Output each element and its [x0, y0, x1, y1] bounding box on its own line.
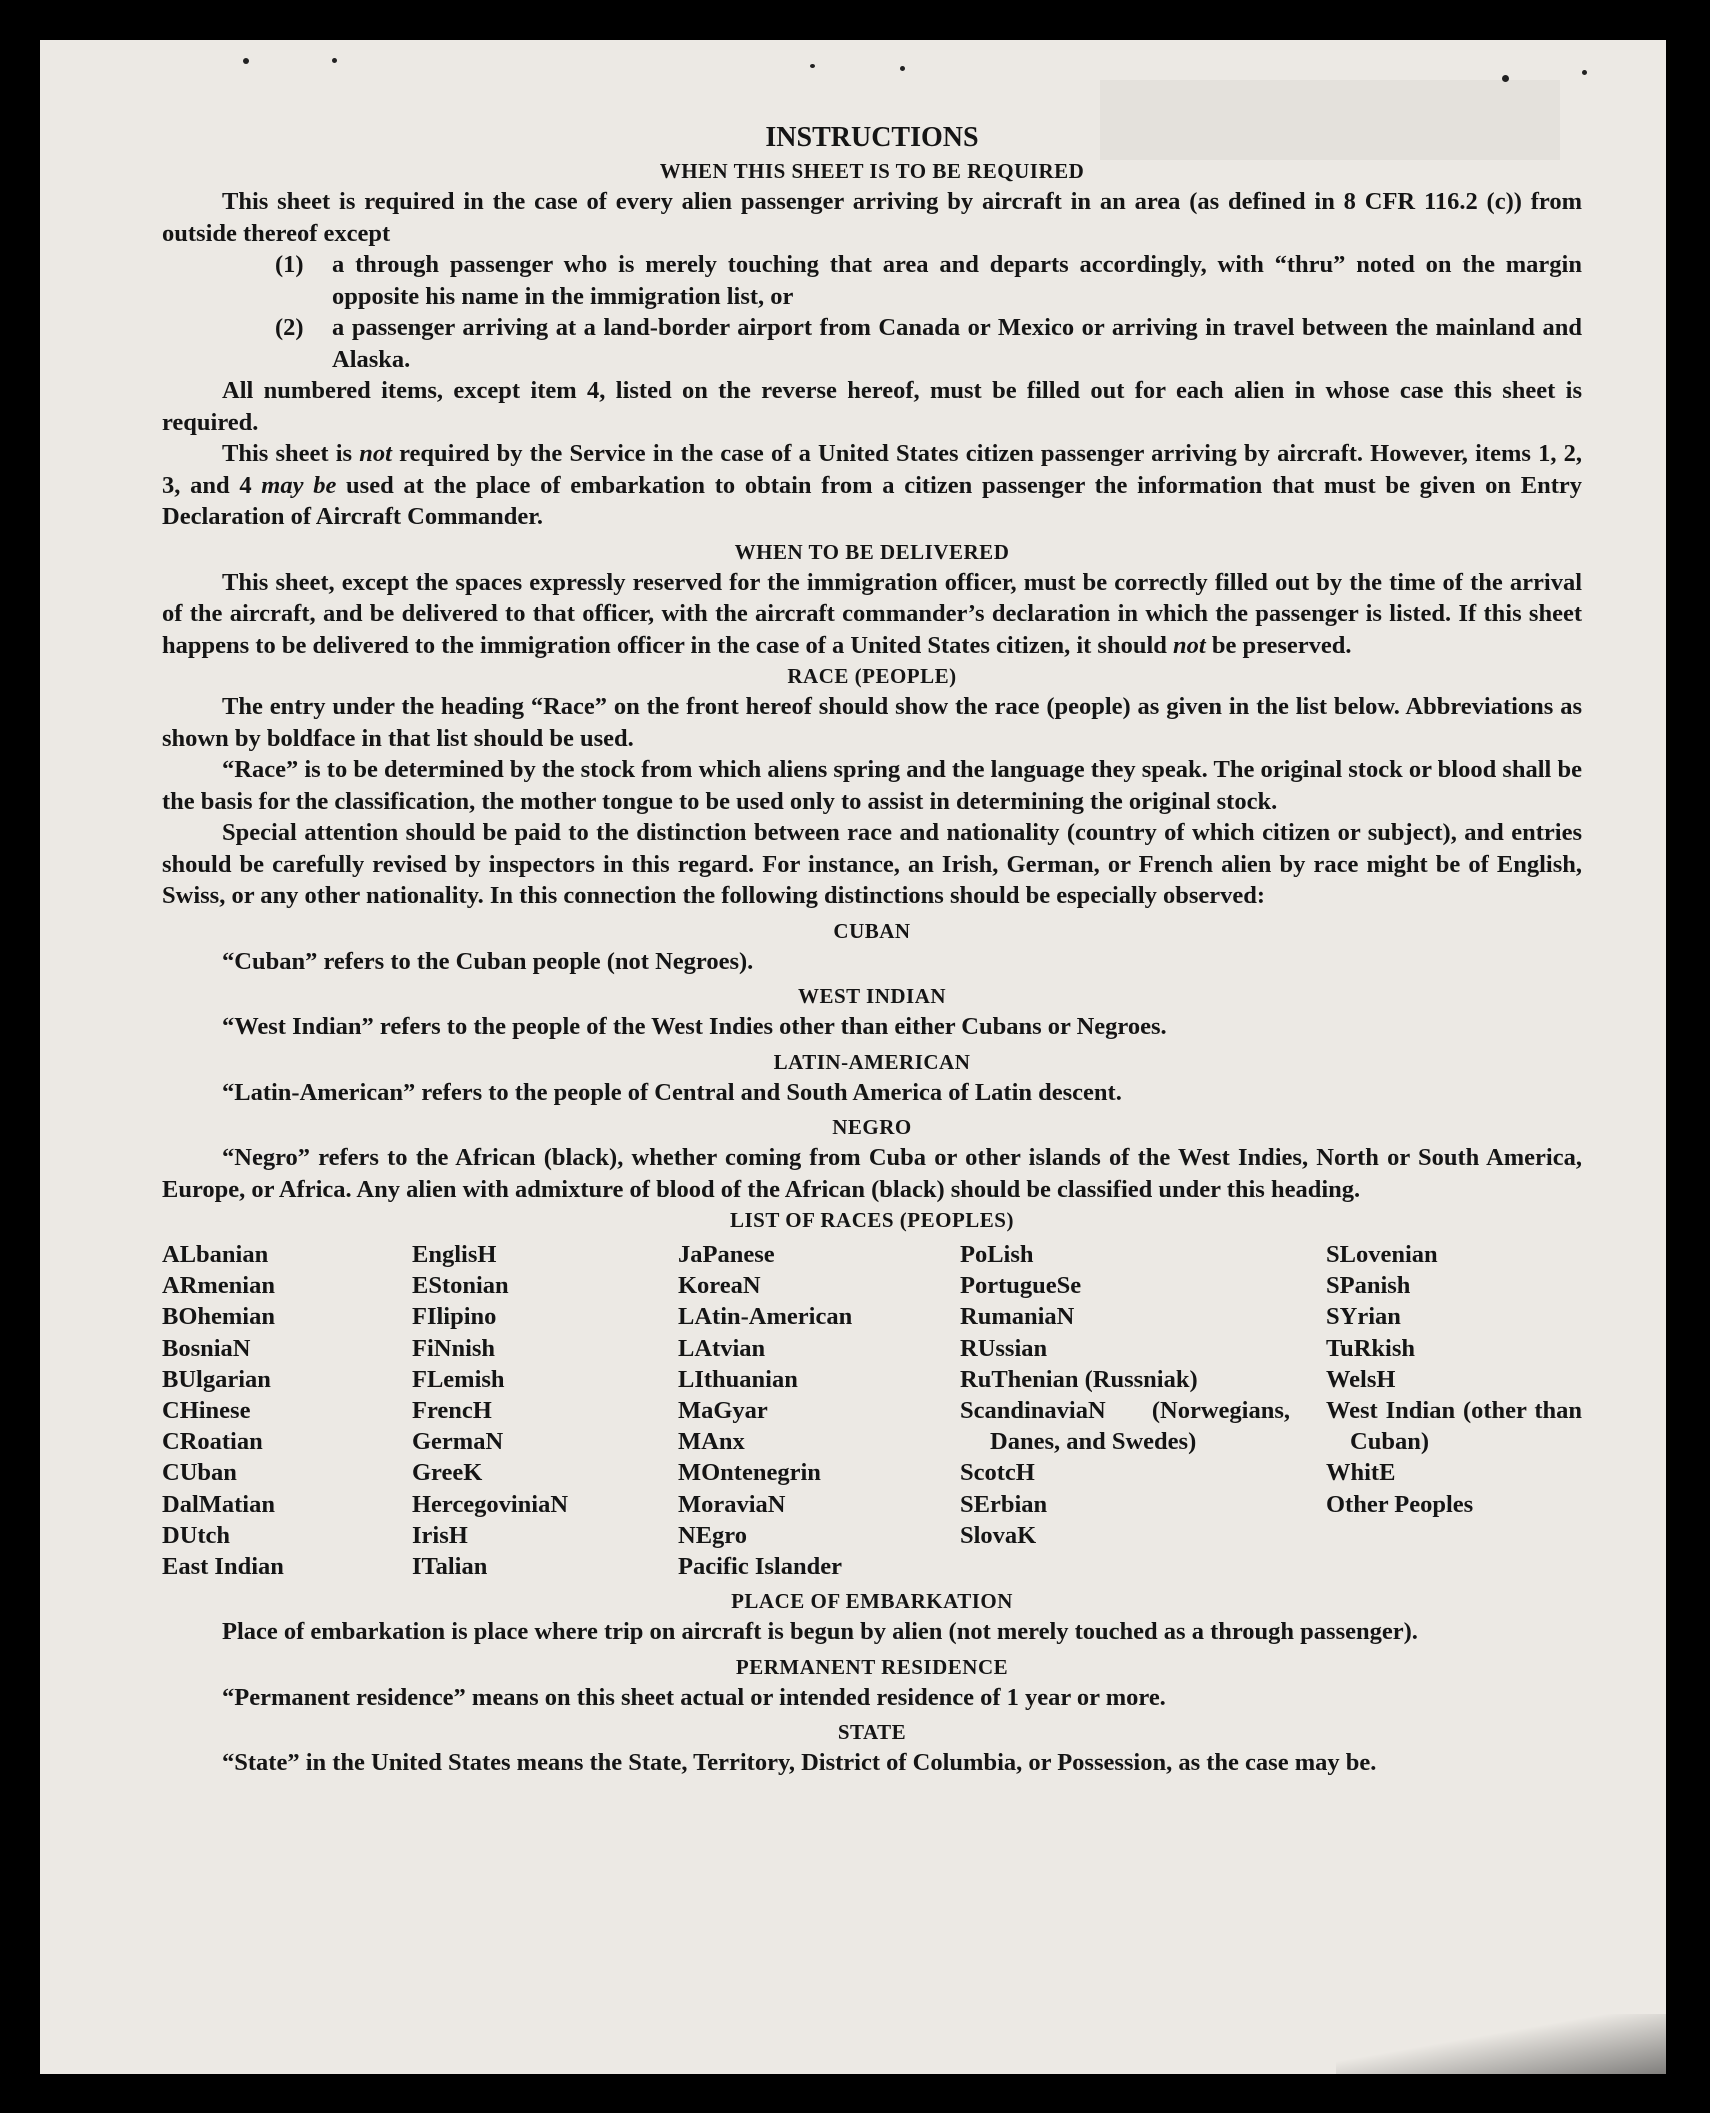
race-item: NEgro [678, 1521, 747, 1549]
heading-permanent-residence: PERMANENT RESIDENCE [735, 1654, 1009, 1679]
exception-number: (2) [275, 314, 304, 341]
race-item: ALbanian [162, 1241, 269, 1268]
race-item: ScotcH [960, 1459, 1035, 1487]
race-item: SPanish [1326, 1272, 1411, 1300]
races-column-4 [960, 1239, 1326, 1582]
race-item: KoreaN [678, 1272, 761, 1300]
race-item: Other Peoples [1326, 1490, 1474, 1518]
race-item: JaPanese [678, 1241, 775, 1268]
heading-latin-american: LATIN-AMERICAN [773, 1049, 971, 1074]
instructions-body [162, 120, 1582, 1779]
race-item: ITalian [412, 1553, 488, 1581]
paragraph-negro: “Negro” refers to the African (black), whether coming from Cuba or other islands of the West Indies, North or South America, Europe, or Africa. Any alien with admixture of blood of the African (black) should be classified under this heading. [162, 1144, 1582, 1203]
races-column-1 [162, 1239, 412, 1582]
race-item: DUtch [162, 1521, 231, 1549]
scan-speck [1582, 70, 1587, 75]
heading-negro: NEGRO [832, 1115, 912, 1139]
race-item: LAtin-American [678, 1303, 853, 1331]
race-item: EnglisH [412, 1241, 497, 1268]
race-item: MoraviaN [678, 1490, 786, 1518]
race-item: EStonian [412, 1272, 509, 1300]
heading-state: STATE [837, 1720, 907, 1745]
race-item-west-indian: West Indian (other than Cuban) [1326, 1397, 1582, 1456]
race-item: FiNnish [412, 1334, 496, 1362]
race-item: RuThenian (Russniak) [960, 1365, 1198, 1393]
race-item: WelsH [1326, 1365, 1396, 1393]
race-item-scandinavian: ScandinaviaN (Norwegians, Danes, and Swedes) [960, 1397, 1290, 1456]
scan-speck [810, 64, 815, 68]
race-item: SErbian [960, 1490, 1048, 1518]
races-column-2 [412, 1239, 678, 1582]
paragraph-delivery: This sheet, except the spaces expressly reserved for the immigration officer, must be correctly filled out by the time of the arrival of the aircraft, and be delivered to that officer, with the aircraft commander’s declaration in which the passenger is listed. If this sheet happens to be delivered to the immigration officer in the case of a United States citizen, it should not be preserved. [162, 568, 1582, 659]
race-item: LIthuanian [678, 1365, 798, 1393]
race-item: CHinese [162, 1397, 251, 1425]
heading-list-of-races: LIST OF RACES (PEOPLES) [730, 1208, 1014, 1232]
race-item: HercegoviniaN [412, 1490, 569, 1518]
race-item: IrisH [412, 1521, 468, 1549]
paragraph-permanent-residence: “Permanent residence” means on this sheet actual or intended residence of 1 year or more. [222, 1683, 1166, 1711]
race-item: GermaN [412, 1428, 504, 1456]
race-item: MaGyar [678, 1397, 768, 1425]
exception-item-2 [162, 312, 1582, 375]
paragraph-race-stock: “Race” is to be determined by the stock from which aliens spring and the language they speak. The original stock or blood shall be the basis for the classification, the mother tongue to be used only to assist in determining the original stock. [162, 756, 1582, 815]
page-curl-shadow [1336, 2014, 1666, 2074]
paragraph-race-nationality: Special attention should be paid to the distinction between race and nationality (country of which citizen or subject), and entries should be carefully revised by inspectors in this regard. For instance, an Irish, German, or French alien by race might be of English, Swiss, or any other nationality. In this connection the following distinctions should be especially observed: [162, 819, 1582, 909]
race-item: WhitE [1326, 1459, 1396, 1487]
heading-when-delivered: WHEN TO BE DELIVERED [734, 539, 1010, 564]
paragraph-latin-american: “Latin-American” refers to the people of Central and South America of Latin descent. [222, 1078, 1122, 1106]
race-item: CRoatian [162, 1428, 263, 1456]
races-column-5 [1326, 1239, 1582, 1582]
heading-west-indian: WEST INDIAN [797, 984, 947, 1008]
race-item: RUssian [960, 1334, 1048, 1362]
paragraph-state: “State” in the United States means the State, Territory, District of Columbia, or Possession, as the case may be. [222, 1749, 1377, 1777]
races-column-3 [678, 1239, 960, 1582]
race-item: ARmenian [162, 1272, 275, 1300]
race-item: LAtvian [678, 1334, 766, 1362]
race-item: GreeK [412, 1459, 483, 1487]
race-item: MOntenegrin [678, 1459, 821, 1487]
paragraph-citizen-passenger: This sheet is not required by the Service in the case of a United States citizen passenger arriving by aircraft. However, items 1, 2, 3, and 4 may be used at the place of embarkation to obtain from a citizen passenger the information that must be given on Entry Declaration of Aircraft Commander. [162, 440, 1582, 530]
heading-cuban: CUBAN [833, 918, 911, 943]
heading-embarkation: PLACE OF EMBARKATION [731, 1589, 1013, 1614]
paragraph-embarkation: Place of embarkation is place where trip on aircraft is begun by alien (not merely touched as a through passenger). [222, 1618, 1418, 1646]
race-item: FrencH [412, 1397, 492, 1425]
race-item: FIlipino [412, 1303, 497, 1331]
heading-when-required: WHEN THIS SHEET IS TO BE REQUIRED [659, 159, 1085, 183]
paragraph-cuban: “Cuban” refers to the Cuban people (not Negroes). [222, 947, 754, 975]
paragraph-west-indian: “West Indian” refers to the people of the West Indies other than either Cubans or Negroes. [222, 1013, 1167, 1040]
heading-race: RACE (PEOPLE) [787, 664, 957, 688]
race-item: East Indian [162, 1553, 284, 1581]
scan-speck [1502, 75, 1509, 82]
race-item: TuRkish [1326, 1334, 1416, 1362]
race-item: SlovaK [960, 1521, 1037, 1549]
exception-text: a through passenger who is merely touching that area and departs accordingly, with “thru” noted on the margin opposite his name in the immigration list, or [332, 251, 1582, 310]
race-item: MAnx [678, 1428, 745, 1456]
races-list [162, 1239, 1582, 1582]
race-item: SLovenian [1326, 1241, 1438, 1268]
paragraph-numbered-items: All numbered items, except item 4, listed on the reverse hereof, must be filled out for each alien in whose case this sheet is required. [162, 377, 1582, 436]
race-item: PoLish [960, 1241, 1034, 1268]
exception-text: a passenger arriving at a land-border airport from Canada or Mexico or arriving in travel between the mainland and Alaska. [332, 314, 1582, 373]
race-item: FLemish [412, 1365, 505, 1393]
paragraph-required-intro: This sheet is required in the case of every alien passenger arriving by aircraft in an area (as defined in 8 CFR 116.2 (c)) from outside thereof except [162, 188, 1582, 247]
race-item: BosniaN [162, 1334, 251, 1362]
race-item: PortugueSe [960, 1272, 1082, 1300]
race-item: SYrian [1326, 1303, 1401, 1331]
race-item: DalMatian [162, 1490, 275, 1518]
scan-speck [900, 66, 905, 71]
race-item: RumaniaN [960, 1303, 1075, 1331]
page-title: INSTRUCTIONS [765, 122, 979, 153]
race-item: CUban [162, 1459, 237, 1487]
race-item: Pacific Islander [678, 1553, 842, 1581]
race-item: BOhemian [162, 1303, 275, 1331]
exception-number: (1) [275, 251, 304, 278]
scan-speck [243, 58, 249, 64]
race-item: BUlgarian [162, 1365, 271, 1393]
paragraph-race-entry: The entry under the heading “Race” on the front hereof should show the race (people) as given in the list below. Abbreviations as shown by boldface in that list should be used. [162, 693, 1582, 752]
scan-speck [332, 58, 337, 63]
exception-item-1 [162, 249, 1582, 312]
document-page [40, 40, 1666, 2074]
